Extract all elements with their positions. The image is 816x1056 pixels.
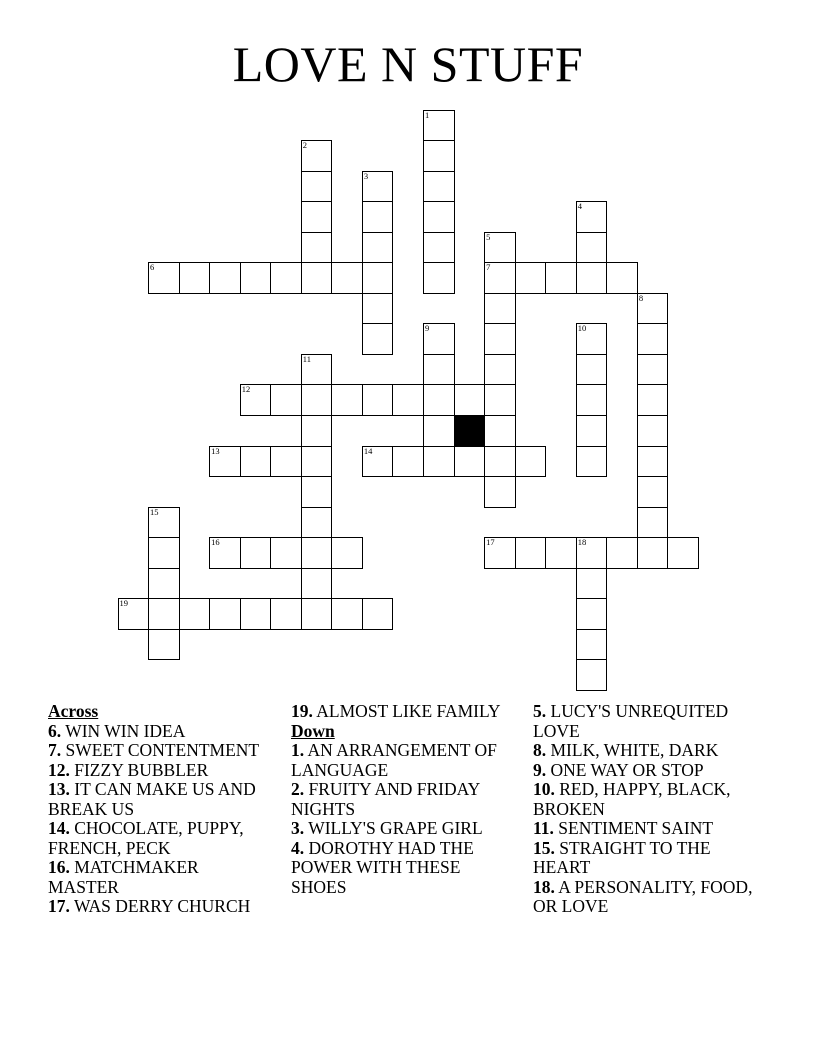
grid-cell[interactable]: [240, 262, 272, 294]
grid-cell[interactable]: [301, 140, 333, 172]
grid-cell[interactable]: [576, 232, 608, 264]
grid-cell[interactable]: [301, 232, 333, 264]
grid-cell[interactable]: [301, 476, 333, 508]
grid-cell[interactable]: [637, 293, 669, 325]
clue-number: 13: [211, 445, 220, 456]
grid-cell[interactable]: [637, 446, 669, 478]
down-clue-5: 5. LUCY'S UNREQUITED LOVE: [533, 701, 729, 741]
grid-cell[interactable]: [301, 262, 333, 294]
grid-cell[interactable]: [240, 446, 272, 478]
clue-column-3: [533, 702, 765, 917]
down-clue-10: 10. RED, HAPPY, BLACK, BROKEN: [533, 779, 731, 819]
grid-cell[interactable]: [515, 537, 547, 569]
grid-cell[interactable]: [331, 262, 363, 294]
grid-cell[interactable]: [515, 446, 547, 478]
grid-cell[interactable]: [423, 354, 455, 386]
clue-column-1: [48, 702, 273, 917]
down-clue-11: 11. SENTIMENT SAINT: [533, 818, 714, 838]
grid-cell[interactable]: [576, 354, 608, 386]
grid-cell[interactable]: [423, 201, 455, 233]
grid-cell[interactable]: [484, 323, 516, 355]
clue-number: 14: [363, 445, 373, 456]
grid-cell[interactable]: [270, 446, 302, 478]
grid-cell[interactable]: [484, 293, 516, 325]
grid-cell[interactable]: [423, 232, 455, 264]
grid-cell[interactable]: [362, 598, 394, 630]
grid-cell[interactable]: [545, 537, 577, 569]
grid-cell[interactable]: [484, 446, 516, 478]
clue-number: 7: [486, 262, 491, 273]
clue-number: 6: [150, 262, 155, 273]
grid-cell[interactable]: [576, 323, 608, 355]
grid-cell[interactable]: [362, 384, 394, 416]
grid-cell[interactable]: [270, 537, 302, 569]
across-header: Across: [48, 701, 99, 721]
grid-cell[interactable]: [209, 262, 241, 294]
clue-number: 4: [577, 201, 582, 212]
grid-cell[interactable]: [301, 568, 333, 600]
down-clue-18: 18. A PERSONALITY, FOOD, OR LOVE: [533, 876, 753, 916]
clue-number: 18: [577, 537, 587, 548]
puzzle-title: LOVE N STUFF: [232, 36, 584, 92]
grid-cell[interactable]: [270, 598, 302, 630]
grid-cell[interactable]: [362, 323, 394, 355]
grid-cell[interactable]: [423, 323, 455, 355]
down-clue-15: 15. STRAIGHT TO THE HEART: [533, 837, 711, 877]
down-clue-9: 9. ONE WAY OR STOP: [533, 759, 704, 780]
across-clue-17: 17. WAS DERRY CHURCH: [48, 896, 251, 916]
grid-cell[interactable]: [606, 262, 638, 294]
clue-number: 19: [119, 598, 128, 609]
grid-cell[interactable]: [148, 629, 180, 661]
grid-cell[interactable]: [576, 446, 608, 478]
grid-cell[interactable]: [270, 262, 302, 294]
grid-cell[interactable]: [576, 598, 608, 630]
grid-cell[interactable]: [392, 446, 424, 478]
clue-number: 11: [302, 353, 311, 364]
grid-cell[interactable]: [423, 110, 455, 142]
grid-cell[interactable]: [484, 384, 516, 416]
grid-cell[interactable]: [515, 262, 547, 294]
grid-cell[interactable]: [148, 568, 180, 600]
grid-cell[interactable]: [576, 415, 608, 447]
grid-cell[interactable]: [331, 598, 363, 630]
grid-cell[interactable]: [209, 537, 241, 569]
down-clue-3: 3. WILLY'S GRAPE GIRL: [291, 818, 483, 838]
down-clue-2: 2. FRUITY AND FRIDAY NIGHTS: [291, 779, 480, 819]
black-square: [454, 415, 486, 447]
grid-cell[interactable]: [148, 537, 180, 569]
grid-cell[interactable]: [362, 446, 394, 478]
clue-number: 2: [302, 140, 308, 151]
clue-number: 17: [486, 537, 495, 548]
grid-cell[interactable]: [637, 415, 669, 447]
grid-cell[interactable]: [148, 598, 180, 630]
down-clue-1: 1. AN ARRANGEMENT OF LANGUAGE: [291, 740, 497, 780]
clue-number: 12: [241, 384, 251, 395]
grid-cell[interactable]: [362, 232, 394, 264]
grid-cell[interactable]: [454, 384, 486, 416]
grid-cell[interactable]: [209, 446, 241, 478]
grid-cell[interactable]: [331, 384, 363, 416]
grid-cell[interactable]: [301, 354, 333, 386]
clue-number: 16: [211, 537, 220, 548]
grid-cell[interactable]: [240, 384, 272, 416]
grid-cell[interactable]: [545, 262, 577, 294]
grid-cell[interactable]: [301, 537, 333, 569]
grid-cell[interactable]: [606, 537, 638, 569]
grid-cell[interactable]: [331, 537, 363, 569]
grid-cell[interactable]: [362, 293, 394, 325]
grid-cell[interactable]: [637, 323, 669, 355]
grid-cell[interactable]: [637, 476, 669, 508]
clue-number: 1: [425, 109, 430, 120]
grid-cell[interactable]: [484, 262, 516, 294]
grid-cell[interactable]: [392, 384, 424, 416]
grid-cell[interactable]: [576, 537, 608, 569]
grid-cell[interactable]: [301, 446, 333, 478]
down-header: Down: [291, 720, 335, 741]
grid-cell[interactable]: [423, 171, 455, 203]
grid-cell[interactable]: [423, 262, 455, 294]
grid-cell[interactable]: [576, 201, 608, 233]
grid-cell[interactable]: [301, 384, 333, 416]
grid-cell[interactable]: [240, 598, 272, 630]
clue-number: 9: [425, 323, 430, 334]
grid-cell[interactable]: [484, 232, 516, 264]
grid-cell[interactable]: [301, 171, 333, 203]
grid-cell[interactable]: [667, 537, 699, 569]
grid-cell[interactable]: [576, 629, 608, 661]
grid-cell[interactable]: [423, 446, 455, 478]
clue-number: 8: [638, 292, 644, 303]
across-clue-6: 6. WIN WIN IDEA: [48, 720, 186, 741]
grid-cell[interactable]: [362, 171, 394, 203]
grid-cell[interactable]: [484, 476, 516, 508]
grid-cell[interactable]: [576, 384, 608, 416]
across-clue-13: 13. IT CAN MAKE US AND BREAK US: [48, 779, 256, 819]
clue-number: 5: [486, 231, 491, 242]
grid-cell[interactable]: [637, 537, 669, 569]
grid-cell[interactable]: [362, 201, 394, 233]
clue-column-2: [291, 702, 516, 897]
grid-cell[interactable]: [484, 415, 516, 447]
grid-cell[interactable]: [179, 262, 211, 294]
grid-cell[interactable]: [484, 354, 516, 386]
grid-cell[interactable]: [637, 354, 669, 386]
grid-cell[interactable]: [240, 537, 272, 569]
grid-cell[interactable]: [301, 507, 333, 539]
grid-cell[interactable]: [454, 446, 486, 478]
clue-number: 10: [577, 323, 587, 334]
grid-cell[interactable]: [362, 262, 394, 294]
grid-cell[interactable]: [270, 384, 302, 416]
grid-cell[interactable]: [423, 415, 455, 447]
grid-cell[interactable]: [576, 262, 608, 294]
grid-cell[interactable]: [576, 568, 608, 600]
grid-cell[interactable]: [637, 384, 669, 416]
across-clue-19: 19. ALMOST LIKE FAMILY: [291, 701, 501, 721]
grid-cell[interactable]: [637, 507, 669, 539]
across-clue-14: 14. CHOCOLATE, PUPPY, FRENCH, PECK: [48, 818, 244, 858]
grid-cell[interactable]: [209, 598, 241, 630]
clue-number: 3: [363, 170, 369, 181]
across-clue-7: 7. SWEET CONTENTMENT: [48, 740, 260, 760]
down-clue-8: 8. MILK, WHITE, DARK: [533, 740, 719, 760]
grid-cell[interactable]: [301, 415, 333, 447]
across-clue-12: 12. FIZZY BUBBLER: [48, 759, 209, 780]
across-clue-16: 16. MATCHMAKER MASTER: [48, 857, 199, 897]
grid-cell[interactable]: [179, 598, 211, 630]
grid-cell[interactable]: [148, 262, 180, 294]
grid-cell[interactable]: [148, 507, 180, 539]
grid-cell[interactable]: [118, 598, 150, 630]
grid-cell[interactable]: [484, 537, 516, 569]
grid-cell[interactable]: [423, 384, 455, 416]
down-clue-4: 4. DOROTHY HAD THE POWER WITH THESE SHOES: [291, 837, 474, 897]
grid-cell[interactable]: [301, 201, 333, 233]
grid-cell[interactable]: [423, 140, 455, 172]
grid-cell[interactable]: [301, 598, 333, 630]
clue-number: 15: [150, 506, 159, 517]
grid-cell[interactable]: [576, 659, 608, 691]
